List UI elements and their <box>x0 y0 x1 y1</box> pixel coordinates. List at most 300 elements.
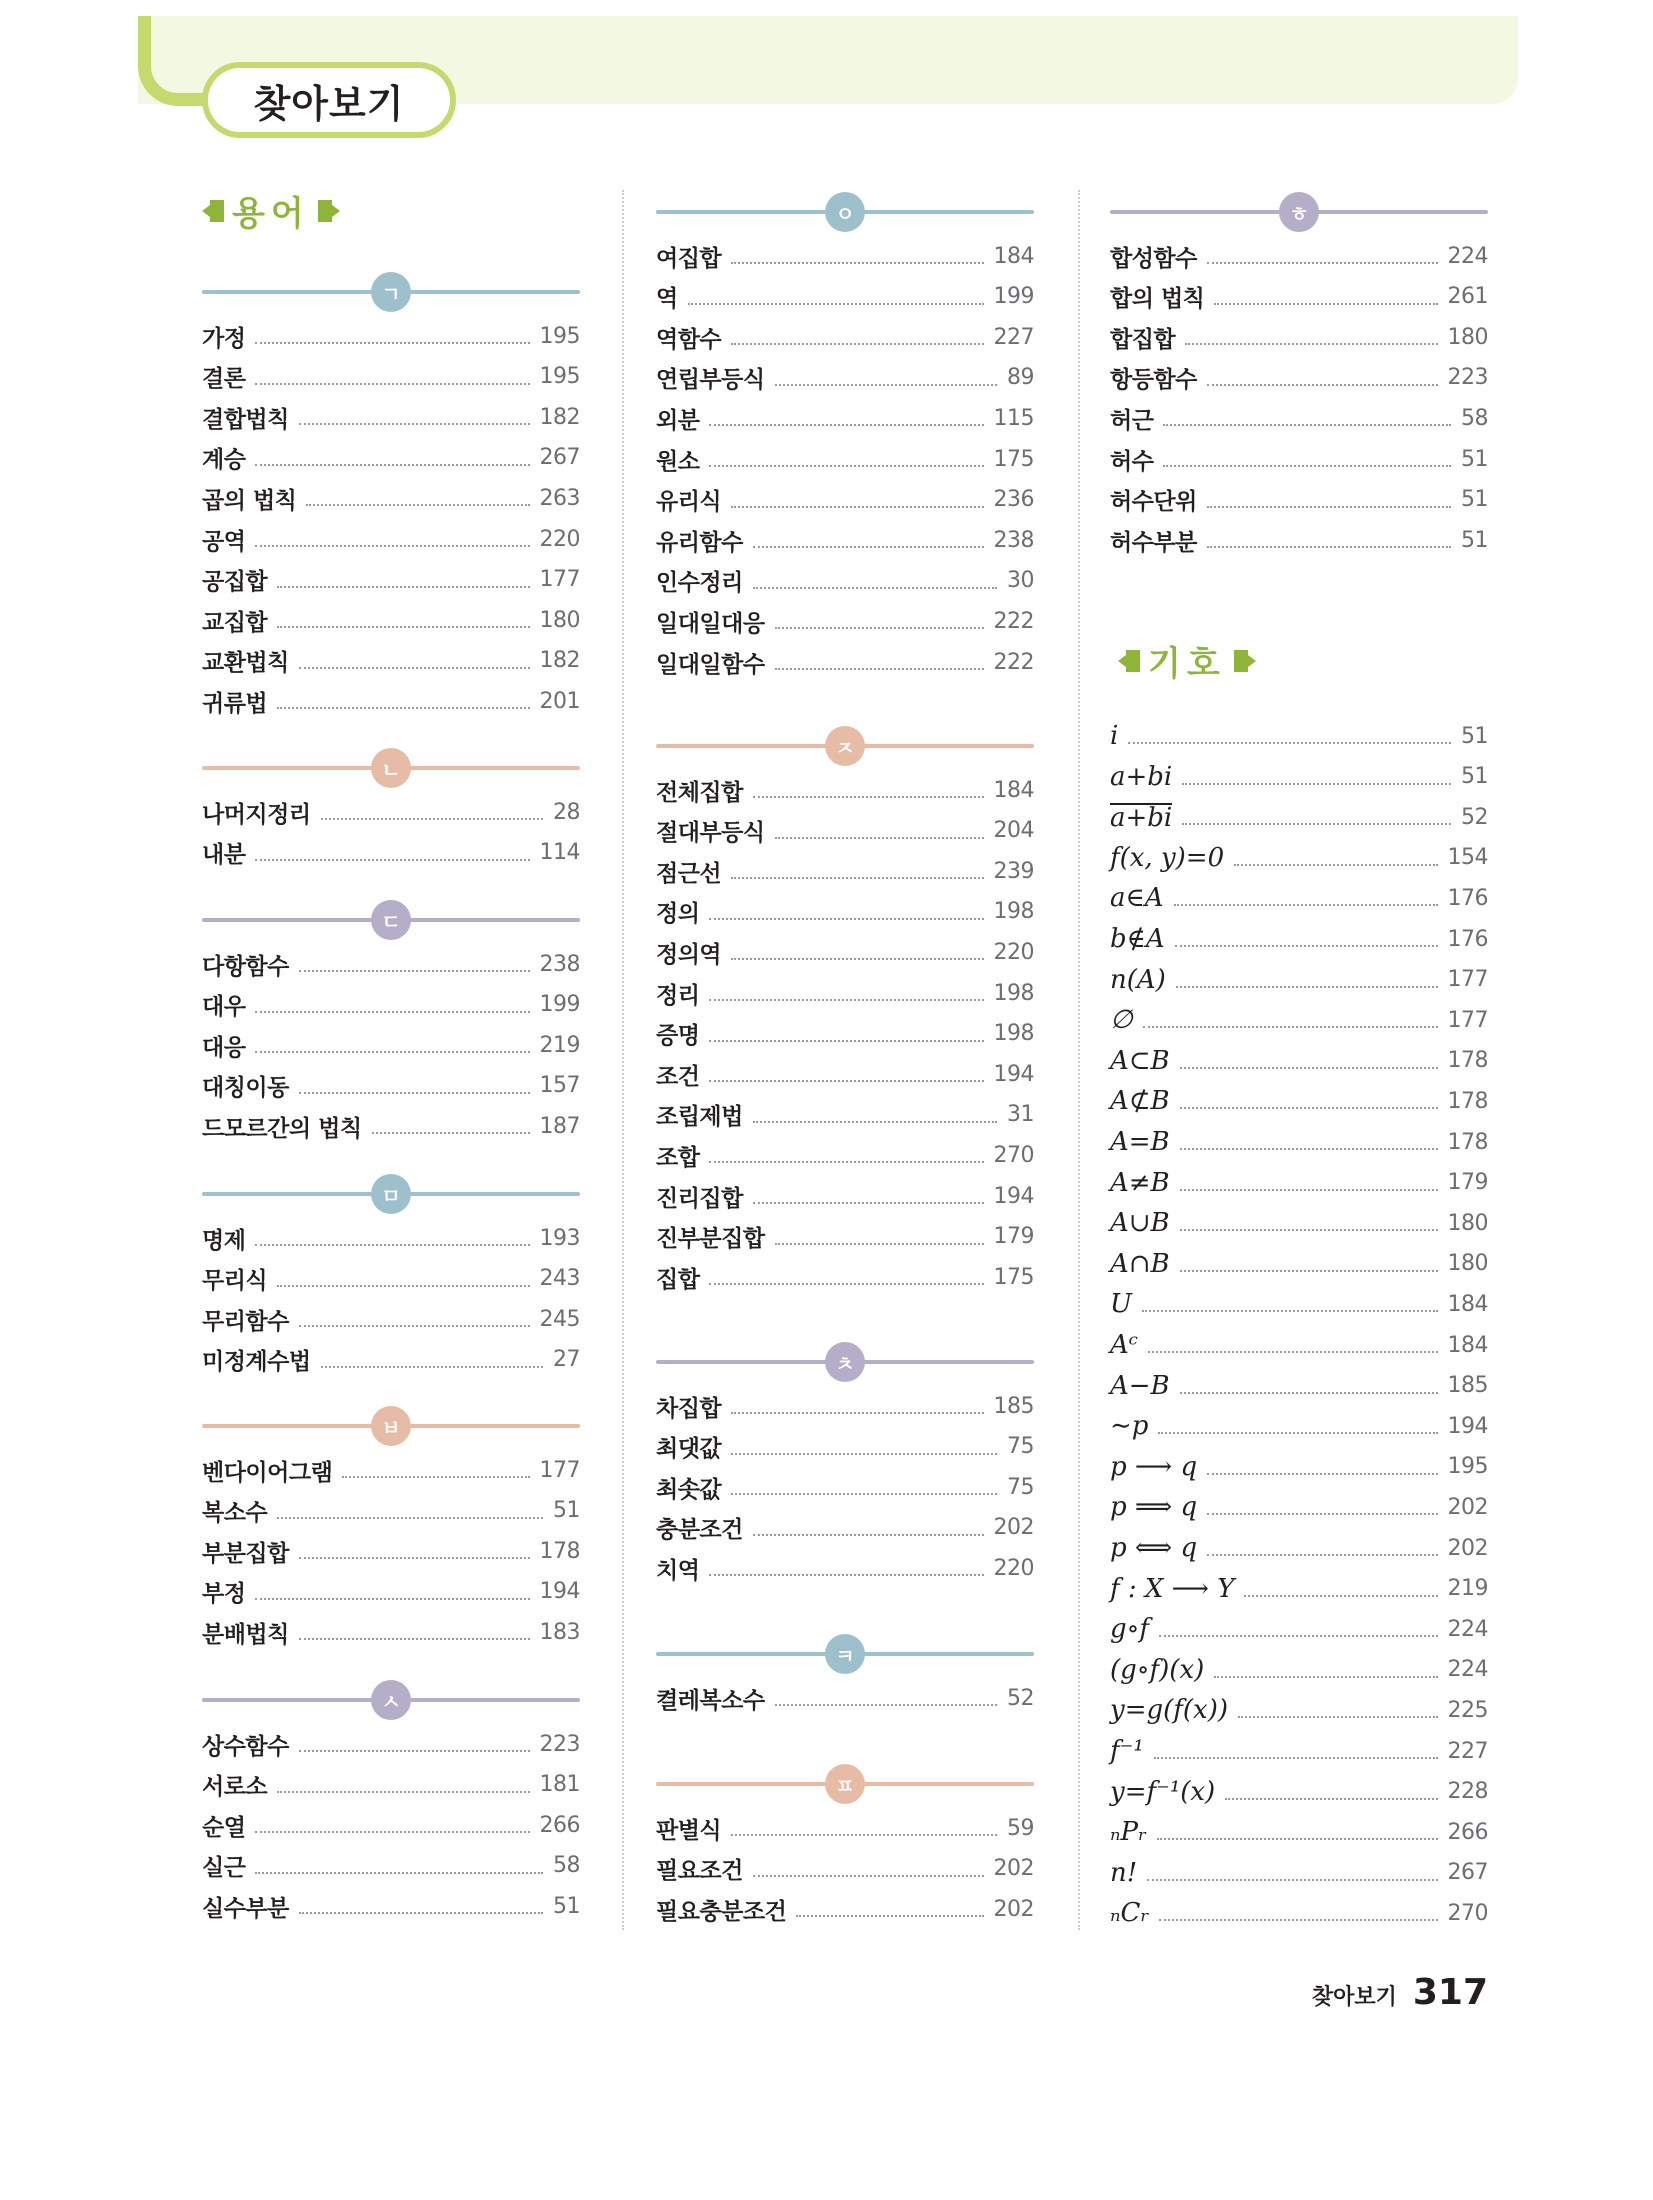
entry-term: 조립제법 <box>656 1104 743 1131</box>
entry-term: 허수부분 <box>1110 529 1197 556</box>
index-entry <box>202 1218 580 1258</box>
dot-leader <box>299 970 530 972</box>
entry-page: 177 <box>539 567 580 593</box>
right-marker-icon <box>1234 650 1256 672</box>
letter-badge: ㅇ <box>825 192 865 232</box>
entry-page: 236 <box>993 487 1034 513</box>
dot-leader <box>299 667 530 669</box>
dot-leader <box>775 384 997 386</box>
index-entry <box>1110 480 1488 520</box>
entry-page: 225 <box>1447 1697 1488 1723</box>
entry-page: 52 <box>1007 1685 1034 1711</box>
index-entry <box>202 1612 580 1652</box>
index-entry <box>202 1724 580 1764</box>
symbol-entry <box>1110 797 1488 837</box>
dot-leader <box>277 1791 529 1793</box>
index-entry <box>656 277 1034 317</box>
index-entry <box>656 561 1034 601</box>
entry-term: 대칭이동 <box>202 1075 289 1102</box>
entry-page: 224 <box>1447 243 1488 269</box>
entry-page: 75 <box>1007 1434 1034 1460</box>
entry-term: 필요조건 <box>656 1858 743 1885</box>
entry-term: 계승 <box>202 447 246 474</box>
entry-page: 198 <box>993 1021 1034 1047</box>
entry-page: 180 <box>1447 324 1488 350</box>
index-entry <box>656 770 1034 810</box>
symbol-term: f⁻¹ <box>1110 1736 1144 1766</box>
dot-leader <box>1180 1107 1438 1109</box>
page-title: 찾아보기 <box>202 62 456 138</box>
entry-page: 267 <box>1447 1860 1488 1886</box>
entry-term: 인수정리 <box>656 570 743 597</box>
entry-term: 합성함수 <box>1110 245 1197 272</box>
entry-page: 195 <box>539 323 580 349</box>
dot-leader <box>277 1517 543 1519</box>
entry-term: 집합 <box>656 1266 700 1293</box>
symbol-term: A−B <box>1110 1370 1170 1401</box>
index-entry <box>656 1014 1034 1054</box>
entry-term: 내분 <box>202 842 246 869</box>
dot-leader <box>299 423 530 425</box>
entry-page: 184 <box>993 243 1034 269</box>
entry-page: 178 <box>1447 1129 1488 1155</box>
entry-page: 219 <box>539 1032 580 1058</box>
entry-page: 178 <box>1447 1048 1488 1074</box>
dot-leader <box>255 1011 529 1013</box>
symbol-term: U <box>1110 1289 1132 1320</box>
dot-leader <box>709 1574 983 1576</box>
entry-term: 서로소 <box>202 1774 268 1801</box>
index-entry <box>656 851 1034 891</box>
dot-leader <box>775 668 984 670</box>
entry-term: 다항함수 <box>202 953 289 980</box>
entry-term: 진리집합 <box>656 1185 743 1212</box>
dot-leader <box>255 1598 529 1600</box>
dot-leader <box>753 587 997 589</box>
entry-page: 194 <box>1447 1413 1488 1439</box>
symbol-entry <box>1110 1203 1488 1243</box>
dot-leader <box>1180 1148 1438 1150</box>
entry-page: 223 <box>539 1731 580 1757</box>
dot-leader <box>321 818 543 820</box>
entry-term: 분배법칙 <box>202 1621 289 1648</box>
dot-leader <box>299 1912 543 1914</box>
symbol-entry <box>1110 1325 1488 1365</box>
symbol-term: (g∘f)(x) <box>1110 1654 1205 1685</box>
entry-page: 114 <box>539 840 580 866</box>
dot-leader <box>731 1412 983 1414</box>
entry-page: 227 <box>993 324 1034 350</box>
letter-divider <box>656 726 1034 766</box>
left-marker-icon <box>202 200 224 222</box>
index-entry <box>202 792 580 832</box>
column-separator <box>1078 190 1080 1930</box>
index-entry <box>656 1135 1034 1175</box>
index-entry <box>202 1846 580 1886</box>
letter-badge: ㄴ <box>371 748 411 788</box>
dot-leader <box>255 1051 529 1053</box>
dot-leader <box>775 837 984 839</box>
dot-leader <box>299 1750 530 1752</box>
entry-page: 204 <box>993 818 1034 844</box>
symbol-term: A∩B <box>1110 1248 1170 1279</box>
dot-leader <box>299 1092 530 1094</box>
entry-page: 185 <box>993 1393 1034 1419</box>
entry-page: 180 <box>1447 1251 1488 1277</box>
dot-leader <box>1180 1067 1438 1069</box>
dot-leader <box>1207 1554 1437 1556</box>
entry-term: 결론 <box>202 366 246 393</box>
symbol-term: b∉A <box>1110 924 1165 954</box>
symbol-term: A≠B <box>1110 1167 1170 1198</box>
letter-divider <box>202 748 580 788</box>
letter-badge: ㄱ <box>371 272 411 312</box>
index-entry <box>656 973 1034 1013</box>
dot-leader <box>1176 986 1438 988</box>
dot-leader <box>299 1557 530 1559</box>
symbol-term: y=f⁻¹(x) <box>1110 1776 1216 1807</box>
dot-leader <box>1159 1635 1437 1637</box>
symbol-term: a∈A <box>1110 883 1164 914</box>
symbol-term: a+bi <box>1110 761 1173 792</box>
dot-leader <box>709 424 983 426</box>
entry-page: 223 <box>1447 365 1488 391</box>
dot-leader <box>753 1202 984 1204</box>
entry-term: 허근 <box>1110 407 1154 434</box>
entry-term: 곱의 법칙 <box>202 487 297 514</box>
dot-leader <box>1180 1392 1438 1394</box>
index-entry <box>1110 236 1488 276</box>
entry-term: 역함수 <box>656 326 722 353</box>
symbol-entry <box>1110 1244 1488 1284</box>
terms-section-label <box>202 186 340 235</box>
dot-leader <box>277 626 529 628</box>
symbol-entry <box>1110 1812 1488 1852</box>
index-entry <box>202 944 580 984</box>
entry-page: 177 <box>539 1457 580 1483</box>
index-entry <box>202 1299 580 1339</box>
entry-term: 전체집합 <box>656 779 743 806</box>
entry-page: 193 <box>539 1225 580 1251</box>
entry-page: 75 <box>1007 1474 1034 1500</box>
dot-leader <box>1234 864 1437 866</box>
index-entry <box>202 1340 580 1380</box>
dot-leader <box>709 1283 983 1285</box>
entry-term: 나머지정리 <box>202 801 311 828</box>
entry-term: 대우 <box>202 994 246 1021</box>
entry-term: 절대부등식 <box>656 820 765 847</box>
dot-leader <box>1207 1513 1437 1515</box>
index-entry <box>202 1765 580 1805</box>
entry-page: 220 <box>539 526 580 552</box>
index-entry <box>202 357 580 397</box>
index-entry <box>656 1386 1034 1426</box>
entry-page: 238 <box>993 527 1034 553</box>
entry-page: 176 <box>1447 885 1488 911</box>
symbol-term: n(A) <box>1110 964 1166 995</box>
dot-leader <box>731 1453 997 1455</box>
dot-leader <box>709 1161 983 1163</box>
dot-leader <box>688 303 984 305</box>
dot-leader <box>342 1476 529 1478</box>
letter-badge: ㄷ <box>371 900 411 940</box>
symbol-entry <box>1110 919 1488 959</box>
dot-leader <box>1158 1432 1437 1434</box>
footer-title: 찾아보기 <box>1311 1985 1397 2010</box>
index-entry <box>202 1805 580 1845</box>
entry-page: 263 <box>539 485 580 511</box>
entry-term: 실수부분 <box>202 1895 289 1922</box>
entry-page: 52 <box>1461 804 1488 830</box>
index-entry <box>202 1066 580 1106</box>
dot-leader <box>1163 424 1451 426</box>
entry-page: 177 <box>1447 1007 1488 1033</box>
entry-term: 정의 <box>656 901 700 928</box>
index-entry <box>202 1025 580 1065</box>
entry-page: 89 <box>1007 365 1034 391</box>
symbol-term: A∪B <box>1110 1208 1170 1239</box>
entry-page: 202 <box>993 1515 1034 1541</box>
dot-leader <box>1180 1189 1438 1191</box>
dot-leader <box>1157 1838 1437 1840</box>
entry-page: 31 <box>1007 1102 1034 1128</box>
entry-page: 51 <box>1461 723 1488 749</box>
entry-page: 187 <box>539 1113 580 1139</box>
entry-page: 199 <box>993 284 1034 310</box>
symbol-term: f : X ⟶ Y <box>1110 1573 1235 1604</box>
entry-page: 220 <box>993 939 1034 965</box>
entry-page: 184 <box>1447 1291 1488 1317</box>
symbol-entry <box>1110 757 1488 797</box>
dot-leader <box>372 1132 530 1134</box>
entry-term: 허수 <box>1110 448 1154 475</box>
entry-page: 181 <box>539 1772 580 1798</box>
entry-page: 157 <box>539 1073 580 1099</box>
entry-page: 51 <box>553 1498 580 1524</box>
index-entry <box>656 520 1034 560</box>
dot-leader <box>731 1493 997 1495</box>
symbol-entry <box>1110 1569 1488 1609</box>
entry-term: 일대일대응 <box>656 610 765 637</box>
entry-page: 266 <box>1447 1819 1488 1845</box>
entry-page: 184 <box>1447 1332 1488 1358</box>
entry-page: 201 <box>539 688 580 714</box>
index-entry <box>1110 317 1488 357</box>
symbol-term: Aᶜ <box>1110 1330 1138 1360</box>
entry-term: 일대일함수 <box>656 651 765 678</box>
entry-term: 치역 <box>656 1557 700 1584</box>
dot-leader <box>775 1243 984 1245</box>
symbol-term: g∘f <box>1110 1614 1150 1645</box>
dot-leader <box>1148 1351 1438 1353</box>
entry-term: 정리 <box>656 982 700 1009</box>
entry-page: 51 <box>553 1893 580 1919</box>
entry-term: 합집합 <box>1110 326 1176 353</box>
index-entry <box>656 358 1034 398</box>
entry-term: 정의역 <box>656 941 722 968</box>
entry-page: 51 <box>1461 527 1488 553</box>
index-entry <box>656 317 1034 357</box>
entry-page: 182 <box>539 648 580 674</box>
letter-badge: ㅋ <box>825 1634 865 1674</box>
entry-page: 222 <box>993 649 1034 675</box>
symbol-entry <box>1110 878 1488 918</box>
index-entry <box>656 1808 1034 1848</box>
symbol-entry <box>1110 960 1488 1000</box>
entry-term: 켤레복소수 <box>656 1687 765 1714</box>
index-entry <box>656 1508 1034 1548</box>
dot-leader <box>277 1285 529 1287</box>
dot-leader <box>255 1244 529 1246</box>
entry-term: 공집합 <box>202 569 268 596</box>
letter-badge: ㅎ <box>1279 192 1319 232</box>
dot-leader <box>1207 506 1451 508</box>
symbol-term: A=B <box>1110 1127 1170 1157</box>
entry-term: 필요충분조건 <box>656 1898 787 1925</box>
entry-page: 194 <box>993 1183 1034 1209</box>
symbol-entry <box>1110 1690 1488 1730</box>
symbol-term: ∼p <box>1110 1411 1149 1442</box>
dot-leader <box>709 999 983 1001</box>
dot-leader <box>1207 546 1451 548</box>
dot-leader <box>753 546 984 548</box>
symbol-term: a+bi <box>1110 803 1173 834</box>
entry-page: 227 <box>1447 1738 1488 1764</box>
index-entry <box>202 641 580 681</box>
entry-term: 유리식 <box>656 489 722 516</box>
symbol-entry <box>1110 1366 1488 1406</box>
symbol-entry <box>1110 1528 1488 1568</box>
symbols-section-label <box>1118 636 1256 685</box>
symbol-entry <box>1110 1893 1488 1933</box>
entry-page: 182 <box>539 404 580 430</box>
dot-leader <box>775 1704 997 1706</box>
index-entry <box>656 642 1034 682</box>
entry-page: 243 <box>539 1266 580 1292</box>
entry-page: 195 <box>1447 1454 1488 1480</box>
index-entry <box>202 600 580 640</box>
dot-leader <box>753 1875 984 1877</box>
dot-leader <box>753 1121 997 1123</box>
index-entry <box>202 1106 580 1146</box>
dot-leader <box>1238 1716 1438 1718</box>
letter-badge: ㅊ <box>825 1342 865 1382</box>
symbol-entry <box>1110 1000 1488 1040</box>
symbol-term: ∅ <box>1110 1005 1133 1036</box>
symbols-label-text: 기호 <box>1148 644 1226 684</box>
index-entry <box>656 1095 1034 1135</box>
letter-divider <box>202 900 580 940</box>
dot-leader <box>1207 1473 1437 1475</box>
entry-page: 58 <box>1461 405 1488 431</box>
index-entry <box>656 892 1034 932</box>
index-entry <box>656 439 1034 479</box>
index-entry <box>656 1176 1034 1216</box>
index-entry <box>656 1467 1034 1507</box>
index-entry <box>656 1889 1034 1929</box>
index-entry <box>202 519 580 559</box>
entry-term: 외분 <box>656 407 700 434</box>
index-entry <box>202 1531 580 1571</box>
index-entry <box>202 397 580 437</box>
dot-leader <box>709 1080 983 1082</box>
entry-term: 순열 <box>202 1814 246 1841</box>
symbol-entry <box>1110 1609 1488 1649</box>
index-entry <box>656 480 1034 520</box>
index-entry <box>202 681 580 721</box>
entry-page: 175 <box>993 1264 1034 1290</box>
symbol-entry <box>1110 1772 1488 1812</box>
dot-leader <box>255 464 529 466</box>
dot-leader <box>1128 742 1451 744</box>
entry-page: 179 <box>993 1224 1034 1250</box>
index-entry <box>202 1259 580 1299</box>
dot-leader <box>255 859 529 861</box>
letter-divider <box>656 1764 1034 1804</box>
symbol-term: f(x, y)=0 <box>1110 842 1225 873</box>
entry-page: 180 <box>1447 1210 1488 1236</box>
symbol-term: A⊂B <box>1110 1045 1170 1076</box>
entry-page: 115 <box>993 405 1034 431</box>
entry-term: 최솟값 <box>656 1476 722 1503</box>
index-entry <box>202 478 580 518</box>
entry-page: 198 <box>993 980 1034 1006</box>
dot-leader <box>1207 262 1438 264</box>
entry-page: 194 <box>539 1579 580 1605</box>
letter-badge: ㅂ <box>371 1406 411 1446</box>
entry-page: 245 <box>539 1306 580 1332</box>
dot-leader <box>796 1915 983 1917</box>
left-marker-icon <box>1118 650 1140 672</box>
entry-term: 상수함수 <box>202 1733 289 1760</box>
symbol-entry <box>1110 1406 1488 1446</box>
entry-page: 219 <box>1447 1576 1488 1602</box>
column-separator <box>622 190 624 1930</box>
entry-term: 역 <box>656 286 678 313</box>
dot-leader <box>1182 823 1451 825</box>
index-entry <box>656 1217 1034 1257</box>
entry-term: 항등함수 <box>1110 367 1197 394</box>
index-entry <box>656 811 1034 851</box>
dot-leader <box>731 1834 997 1836</box>
entry-term: 원소 <box>656 448 700 475</box>
letter-divider <box>656 192 1034 232</box>
symbol-term: p ⟶ q <box>1110 1451 1198 1482</box>
symbol-term: p ⟺ q <box>1110 1533 1198 1563</box>
dot-leader <box>255 1831 529 1833</box>
entry-term: 명제 <box>202 1227 246 1254</box>
entry-page: 27 <box>553 1347 580 1373</box>
entry-page: 184 <box>993 777 1034 803</box>
letter-badge: ㅅ <box>371 1680 411 1720</box>
entry-term: 무리함수 <box>202 1308 289 1335</box>
entry-term: 증명 <box>656 1023 700 1050</box>
entry-term: 실근 <box>202 1855 246 1882</box>
entry-term: 허수단위 <box>1110 489 1197 516</box>
entry-page: 194 <box>993 1061 1034 1087</box>
entry-page: 198 <box>993 899 1034 925</box>
entry-term: 공역 <box>202 528 246 555</box>
symbol-entry <box>1110 1447 1488 1487</box>
entry-term: 교환법칙 <box>202 650 289 677</box>
entry-page: 202 <box>993 1856 1034 1882</box>
symbol-entry <box>1110 1163 1488 1203</box>
entry-page: 178 <box>1447 1088 1488 1114</box>
index-entry <box>656 932 1034 972</box>
entry-page: 270 <box>993 1142 1034 1168</box>
symbol-term: y=g(f(x)) <box>1110 1695 1228 1726</box>
dot-leader <box>1180 1229 1438 1231</box>
